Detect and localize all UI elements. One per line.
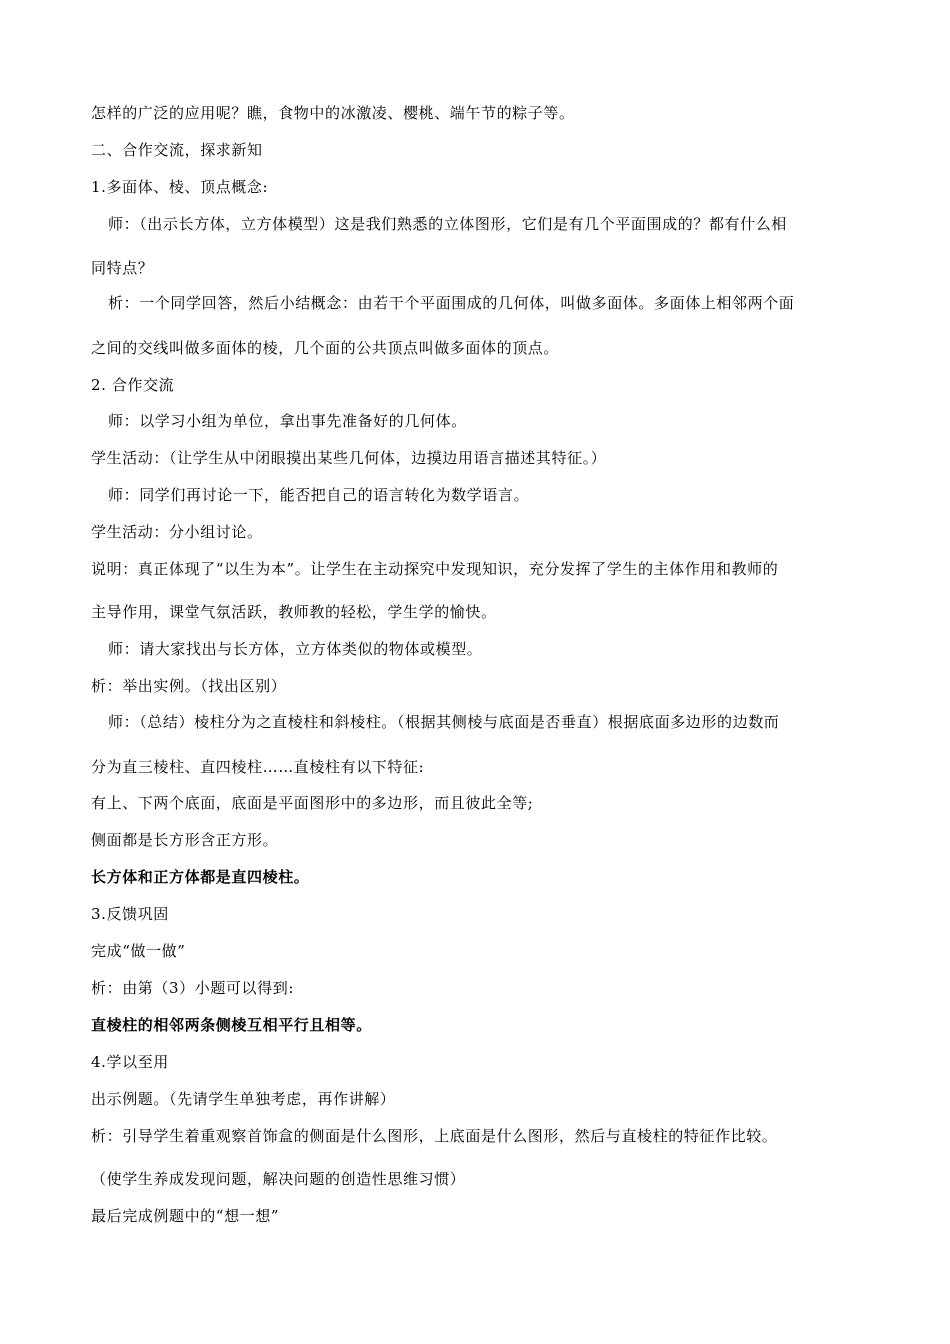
paragraph-line: 出示例题。（先请学生单独考虑，再作讲解） [91, 1090, 396, 1108]
paragraph-line: 析：由第（3）小题可以得到: [91, 979, 294, 997]
paragraph-line: 师：请大家找出与长方体，立方体类似的物体或模型。 [108, 640, 483, 658]
paragraph-line: 同特点？ [91, 259, 154, 277]
paragraph-line: 完成“做一做” [91, 942, 186, 960]
paragraph-line: 师：（出示长方体，立方体模型）这是我们熟悉的立体图形，它们是有几个平面围成的？都有什么相 [108, 215, 787, 233]
paragraph-line: 学生活动：分小组讨论。 [91, 523, 263, 541]
paragraph-line: 分为直三棱柱、直四棱柱……直棱柱有以下特征: [91, 758, 425, 776]
bold-conclusion: 直棱柱的相邻两条侧棱互相平行且相等。 [91, 1016, 372, 1034]
paragraph-line: 说明：真正体现了“以生为本”。让学生在主动探究中发现知识，充分发挥了学生的主体作用和教师的 [91, 560, 779, 578]
paragraph-line: 析：引导学生着重观察首饰盒的侧面是什么图形，上底面是什么图形，然后与直棱柱的特征作比较。 [91, 1127, 778, 1145]
paragraph-line: 析：举出实例。（找出区别） [91, 677, 287, 695]
bold-conclusion: 长方体和正方体都是直四棱柱。 [91, 868, 310, 886]
paragraph-line: 之间的交线叫做多面体的棱，几个面的公共顶点叫做多面体的顶点。 [91, 339, 560, 357]
paragraph-line: 析：一个同学回答，然后小结概念：由若干个平面围成的几何体，叫做多面体。多面体上相邻两个面 [108, 294, 795, 312]
paragraph-line: （使学生养成发现问题，解决问题的创造性思维习惯） [91, 1170, 466, 1188]
paragraph-line: 侧面都是长方形含正方形。 [91, 831, 279, 849]
paragraph-line: 怎样的广泛的应用呢？瞧，食物中的冰激凌、樱桃、端午节的粽子等。 [91, 104, 575, 122]
subsection-heading: 2. 合作交流 [91, 376, 175, 394]
paragraph-line: 师：同学们再讨论一下，能否把自己的语言转化为数学语言。 [108, 486, 530, 504]
paragraph-line: 有上、下两个底面，底面是平面图形中的多边形，而且彼此全等; [91, 794, 534, 812]
paragraph-line: 师：（总结）棱柱分为之直棱柱和斜棱柱。（根据其侧棱与底面是否垂直）根据底面多边形的边数而 [108, 713, 780, 731]
subsection-heading: 4.学以至用 [91, 1053, 169, 1071]
paragraph-line: 学生活动：（让学生从中闭眼摸出某些几何体，边摸边用语言描述其特征。） [91, 449, 607, 467]
paragraph-line: 主导作用，课堂气氛活跃，教师教的轻松，学生学的愉快。 [91, 603, 497, 621]
subsection-heading: 3.反馈巩固 [91, 905, 169, 923]
paragraph-line: 最后完成例题中的“想一想” [91, 1207, 280, 1225]
subsection-heading: 1.多面体、棱、顶点概念: [91, 178, 269, 196]
section-heading: 二、合作交流，探求新知 [91, 141, 263, 159]
paragraph-line: 师：以学习小组为单位，拿出事先准备好的几何体。 [108, 412, 467, 430]
